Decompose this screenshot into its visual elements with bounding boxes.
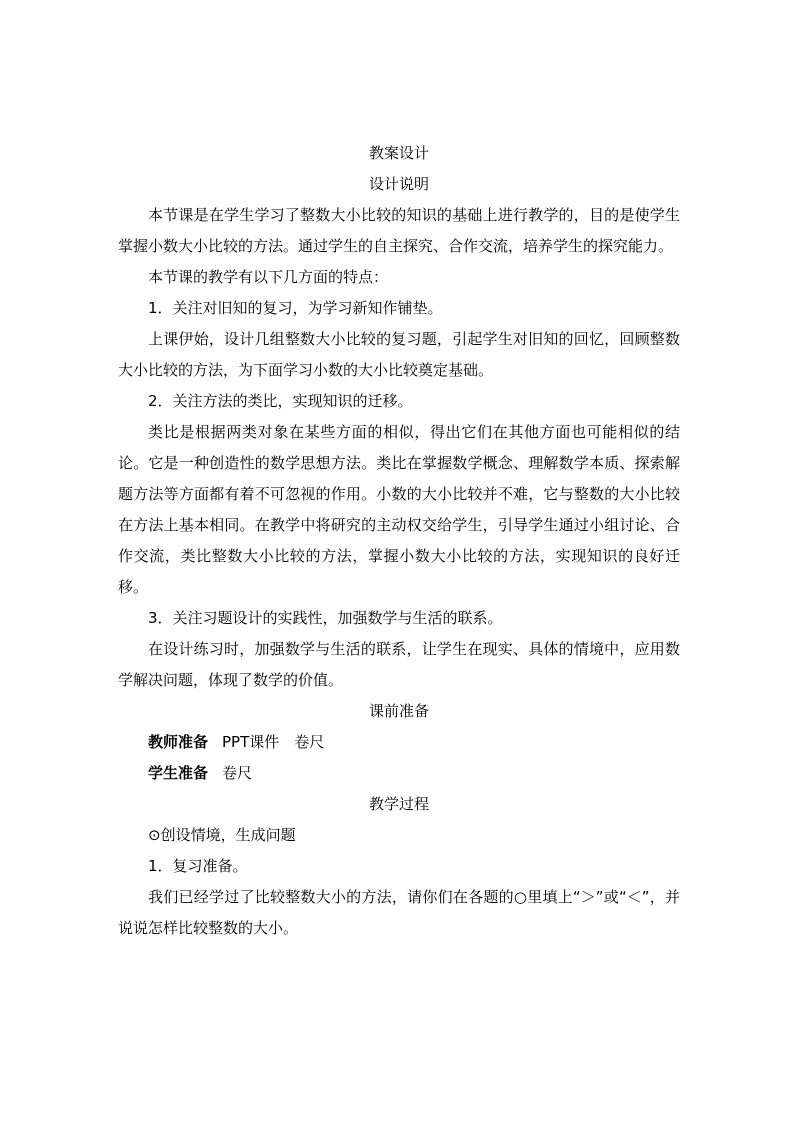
section-heading-prep: 课前准备	[368, 702, 429, 720]
list-item-analogy: 2．关注方法的类比，实现知识的迁移。	[148, 392, 413, 410]
paragraph-analogy: 类比是根据两类对象在某些方面的相似，得出它们在其他方面也可能相似的结论。它是一种创造性的数学思想方法。类比在掌握数学概念、理解数学本质、探索解题方法等方面都有着不可忽视的作用。小数的大小比较并不难，它与整数的大小比较在方法上基本相同。在教学中将研究的主动权交给学生，引导学生通过小组讨论、合作交流，类比整数大小比较的方法，掌握小数大小比较的方法，实现知识的良好迁移。	[118, 423, 680, 596]
paragraph-review-task: 我们已经学过了比较整数大小的方法，请你们在各题的○里填上“＞”或“＜”，并说说怎样比较整数的大小。	[118, 888, 680, 937]
student-prep-label: 学生准备	[148, 764, 209, 782]
teacher-prep-label: 教师准备	[148, 733, 209, 751]
section-heading-process: 教学过程	[368, 795, 429, 813]
student-prep-line	[118, 758, 680, 789]
document-title: 教案设计	[368, 144, 429, 162]
step-heading: ⊙创设情境，生成问题	[148, 826, 296, 844]
student-prep-items: 卷尺	[222, 764, 253, 782]
paragraph-features: 本节课的教学有以下几方面的特点：	[148, 268, 389, 286]
list-item-review: 1．关注对旧知的复习，为学习新知作铺垫。	[148, 299, 443, 317]
list-item-practice: 3．关注习题设计的实践性，加强数学与生活的联系。	[148, 609, 503, 627]
document-page	[118, 138, 680, 944]
paragraph-intro: 本节课是在学生学习了整数大小比较的知识的基础上进行教学的，目的是使学生掌握小数大小比较的方法。通过学生的自主探究、合作交流，培养学生的探究能力。	[118, 206, 680, 255]
step-review-prep: 1．复习准备。	[148, 857, 248, 875]
paragraph-practice: 在设计练习时，加强数学与生活的联系，让学生在现实、具体的情境中，应用数学解决问题，体现了数学的价值。	[118, 640, 680, 689]
teacher-prep-items: PPT课件 卷尺	[222, 733, 325, 751]
paragraph-review: 上课伊始，设计几组整数大小比较的复习题，引起学生对旧知的回忆，回顾整数大小比较的方法，为下面学习小数的大小比较奠定基础。	[118, 330, 680, 379]
section-heading-design: 设计说明	[368, 175, 429, 193]
teacher-prep-line	[118, 727, 680, 758]
